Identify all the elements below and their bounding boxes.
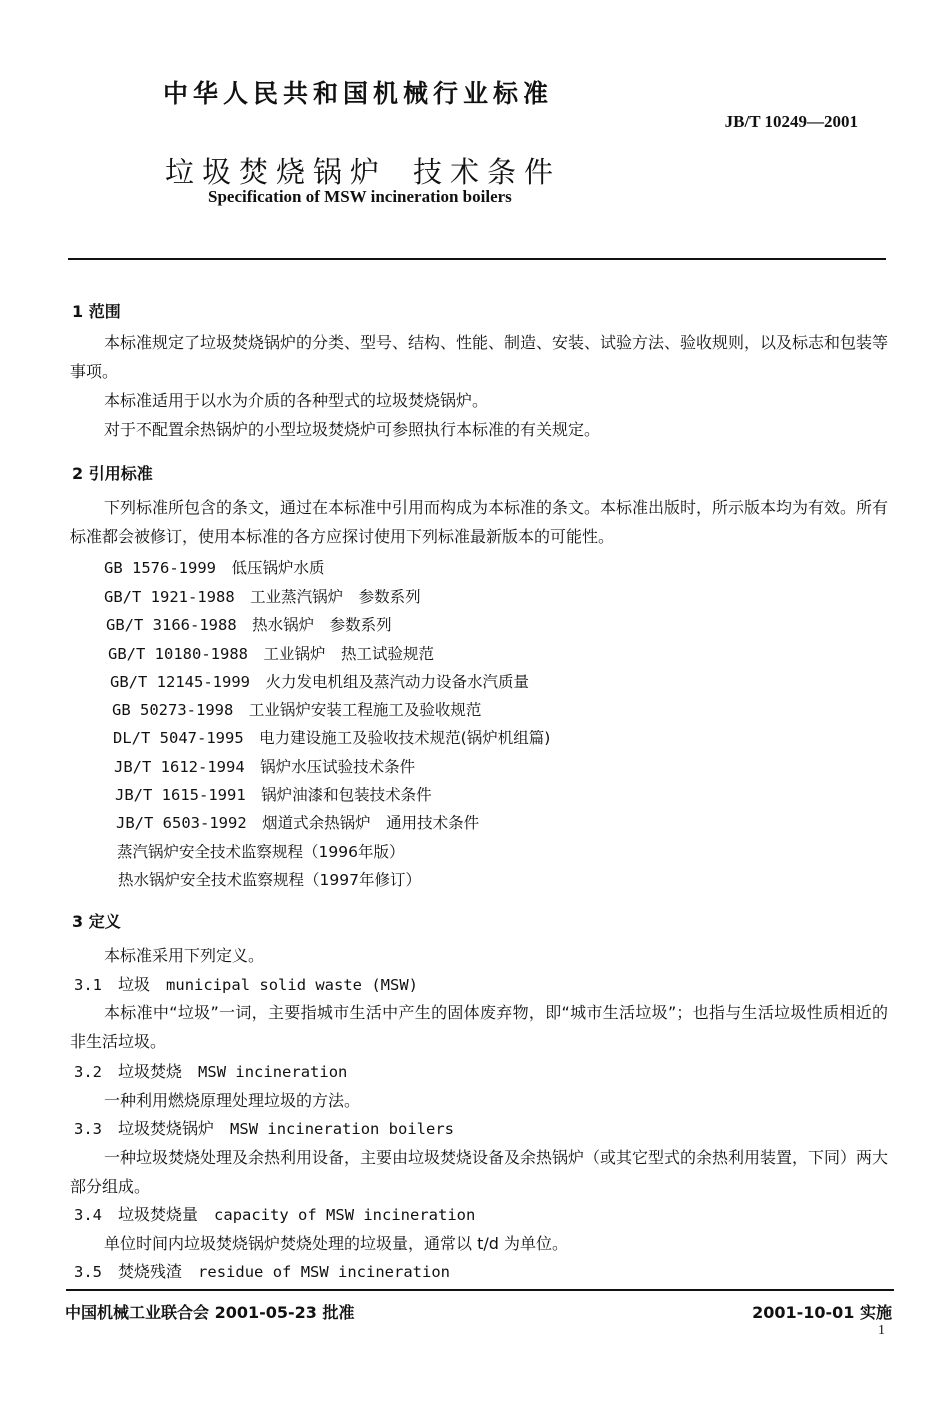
footer-divider [66,1289,894,1291]
reference-title: 烟道式余热锅炉 通用技术条件 [262,814,480,832]
definition-3-1-text: 本标准中“垃圾”一词，主要指城市生活中产生的固体废弃物，即“城市生活垃圾”；也指与生活垃圾性质相近的非生活垃圾。 [70,1003,888,1051]
definition-term: 焚烧残渣 [118,1262,183,1281]
reference-code: GB 50273-1998 [112,701,234,719]
reference-code: GB 1576-1999 [104,559,216,577]
definition-term: 垃圾 [118,975,151,994]
definition-term: 垃圾焚烧量 [118,1205,199,1224]
definition-term-en: residue of MSW incineration [198,1263,451,1281]
reference-code: GB/T 1921-1988 [104,588,235,606]
section-1-heading: 1 范围 [72,302,121,321]
title-cn-part2: 技术条件 [413,155,562,189]
reference-item [118,868,421,890]
implementation-date: 2001-10-01 实施 [752,1303,892,1322]
definition-term-en: MSW incineration boilers [230,1120,455,1138]
reference-item [106,613,392,635]
reference-item [115,783,432,805]
definition-number: 3.2 [74,1063,102,1081]
industry-standard-header: 中华人民共和国机械行业标准 [163,79,554,108]
definition-3-4-text: 单位时间内垃圾焚烧锅炉焚烧处理的垃圾量，通常以 t/d 为单位。 [104,1234,568,1253]
definition-3-5-heading [74,1257,450,1287]
definition-3-2-text: 一种利用燃烧原理处理垃圾的方法。 [104,1091,361,1110]
definition-number: 3.1 [74,976,102,994]
definition-term-en: MSW incineration [198,1063,348,1081]
reference-title: 电力建设施工及验收技术规范(锅炉机组篇) [259,729,551,747]
definition-3-2-heading [74,1057,347,1087]
definition-term-en: capacity of MSW incineration [214,1206,476,1224]
definition-number: 3.3 [74,1120,102,1138]
reference-code: JB/T 1615-1991 [115,786,246,804]
reference-item [108,642,434,664]
reference-item [104,556,325,578]
section-1-paragraph-2: 本标准适用于以水为介质的各种型式的垃圾焚烧锅炉。 [104,391,489,410]
definition-3-1-heading [74,970,418,1000]
reference-title: 低压锅炉水质 [231,559,325,577]
reference-title: 火力发电机组及蒸汽动力设备水汽质量 [265,673,530,691]
reference-title: 工业蒸汽锅炉 参数系列 [250,588,421,606]
section-1-paragraph-1: 本标准规定了垃圾焚烧锅炉的分类、型号、结构、性能、制造、安装、试验方法、验收规则，以及标志和包装等事项。 [70,333,889,381]
reference-title: 锅炉水压试验技术条件 [260,758,416,776]
definition-term: 垃圾焚烧 [118,1062,183,1081]
reference-code: GB/T 12145-1999 [110,673,250,691]
section-1-paragraph-3: 对于不配置余热锅炉的小型垃圾焚烧炉可参照执行本标准的有关规定。 [104,420,601,439]
section-3-intro: 本标准采用下列定义。 [104,946,265,965]
reference-title: 工业锅炉安装工程施工及验收规范 [248,701,482,719]
definition-number: 3.5 [74,1263,102,1281]
reference-title: 工业锅炉 热工试验规范 [263,645,435,663]
definition-term-en: municipal solid waste (MSW) [166,976,419,994]
reference-item [116,811,479,833]
document-title-cn [165,150,561,191]
definition-3-4-heading [74,1200,475,1230]
reference-code: GB/T 3166-1988 [106,616,237,634]
header-divider [68,258,886,260]
reference-title: 锅炉油漆和包装技术条件 [261,786,432,804]
reference-title: 热水锅炉安全技术监察规程（1997年修订） [118,871,421,889]
definition-3-3-heading [74,1114,454,1144]
reference-item [117,840,404,862]
reference-item [110,670,529,692]
page-number: 1 [878,1323,885,1338]
reference-code: DL/T 5047-1995 [113,729,244,747]
reference-code: JB/T 6503-1992 [116,814,247,832]
reference-item [112,698,481,720]
reference-item [114,755,415,777]
section-3-heading: 3 定义 [72,912,121,931]
section-2-intro: 下列标准所包含的条文，通过在本标准中引用而构成为本标准的条文。本标准出版时，所示版本均为有效。所有标准都会被修订，使用本标准的各方应探讨使用下列标准最新版本的可能性。 [70,498,889,546]
section-2-heading: 2 引用标准 [72,464,153,483]
title-cn-part1: 垃圾焚烧锅炉 [165,155,388,189]
reference-title: 热水锅炉 参数系列 [252,616,392,634]
document-title-en: Specification of MSW incineration boilers [208,187,512,206]
approval-date: 中国机械工业联合会 2001-05-23 批准 [65,1303,355,1322]
standard-code: JB/T 10249—2001 [724,112,858,131]
reference-title: 蒸汽锅炉安全技术监察规程（1996年版） [117,843,405,861]
reference-item [104,585,421,607]
reference-item [113,726,550,748]
definition-number: 3.4 [74,1206,102,1224]
reference-code: JB/T 1612-1994 [114,758,245,776]
definition-term: 垃圾焚烧锅炉 [118,1119,215,1138]
definition-3-3-text: 一种垃圾焚烧处理及余热利用设备，主要由垃圾焚烧设备及余热锅炉（或其它型式的余热利用装置，下同）两大部分组成。 [70,1148,889,1196]
reference-code: GB/T 10180-1988 [108,645,248,663]
